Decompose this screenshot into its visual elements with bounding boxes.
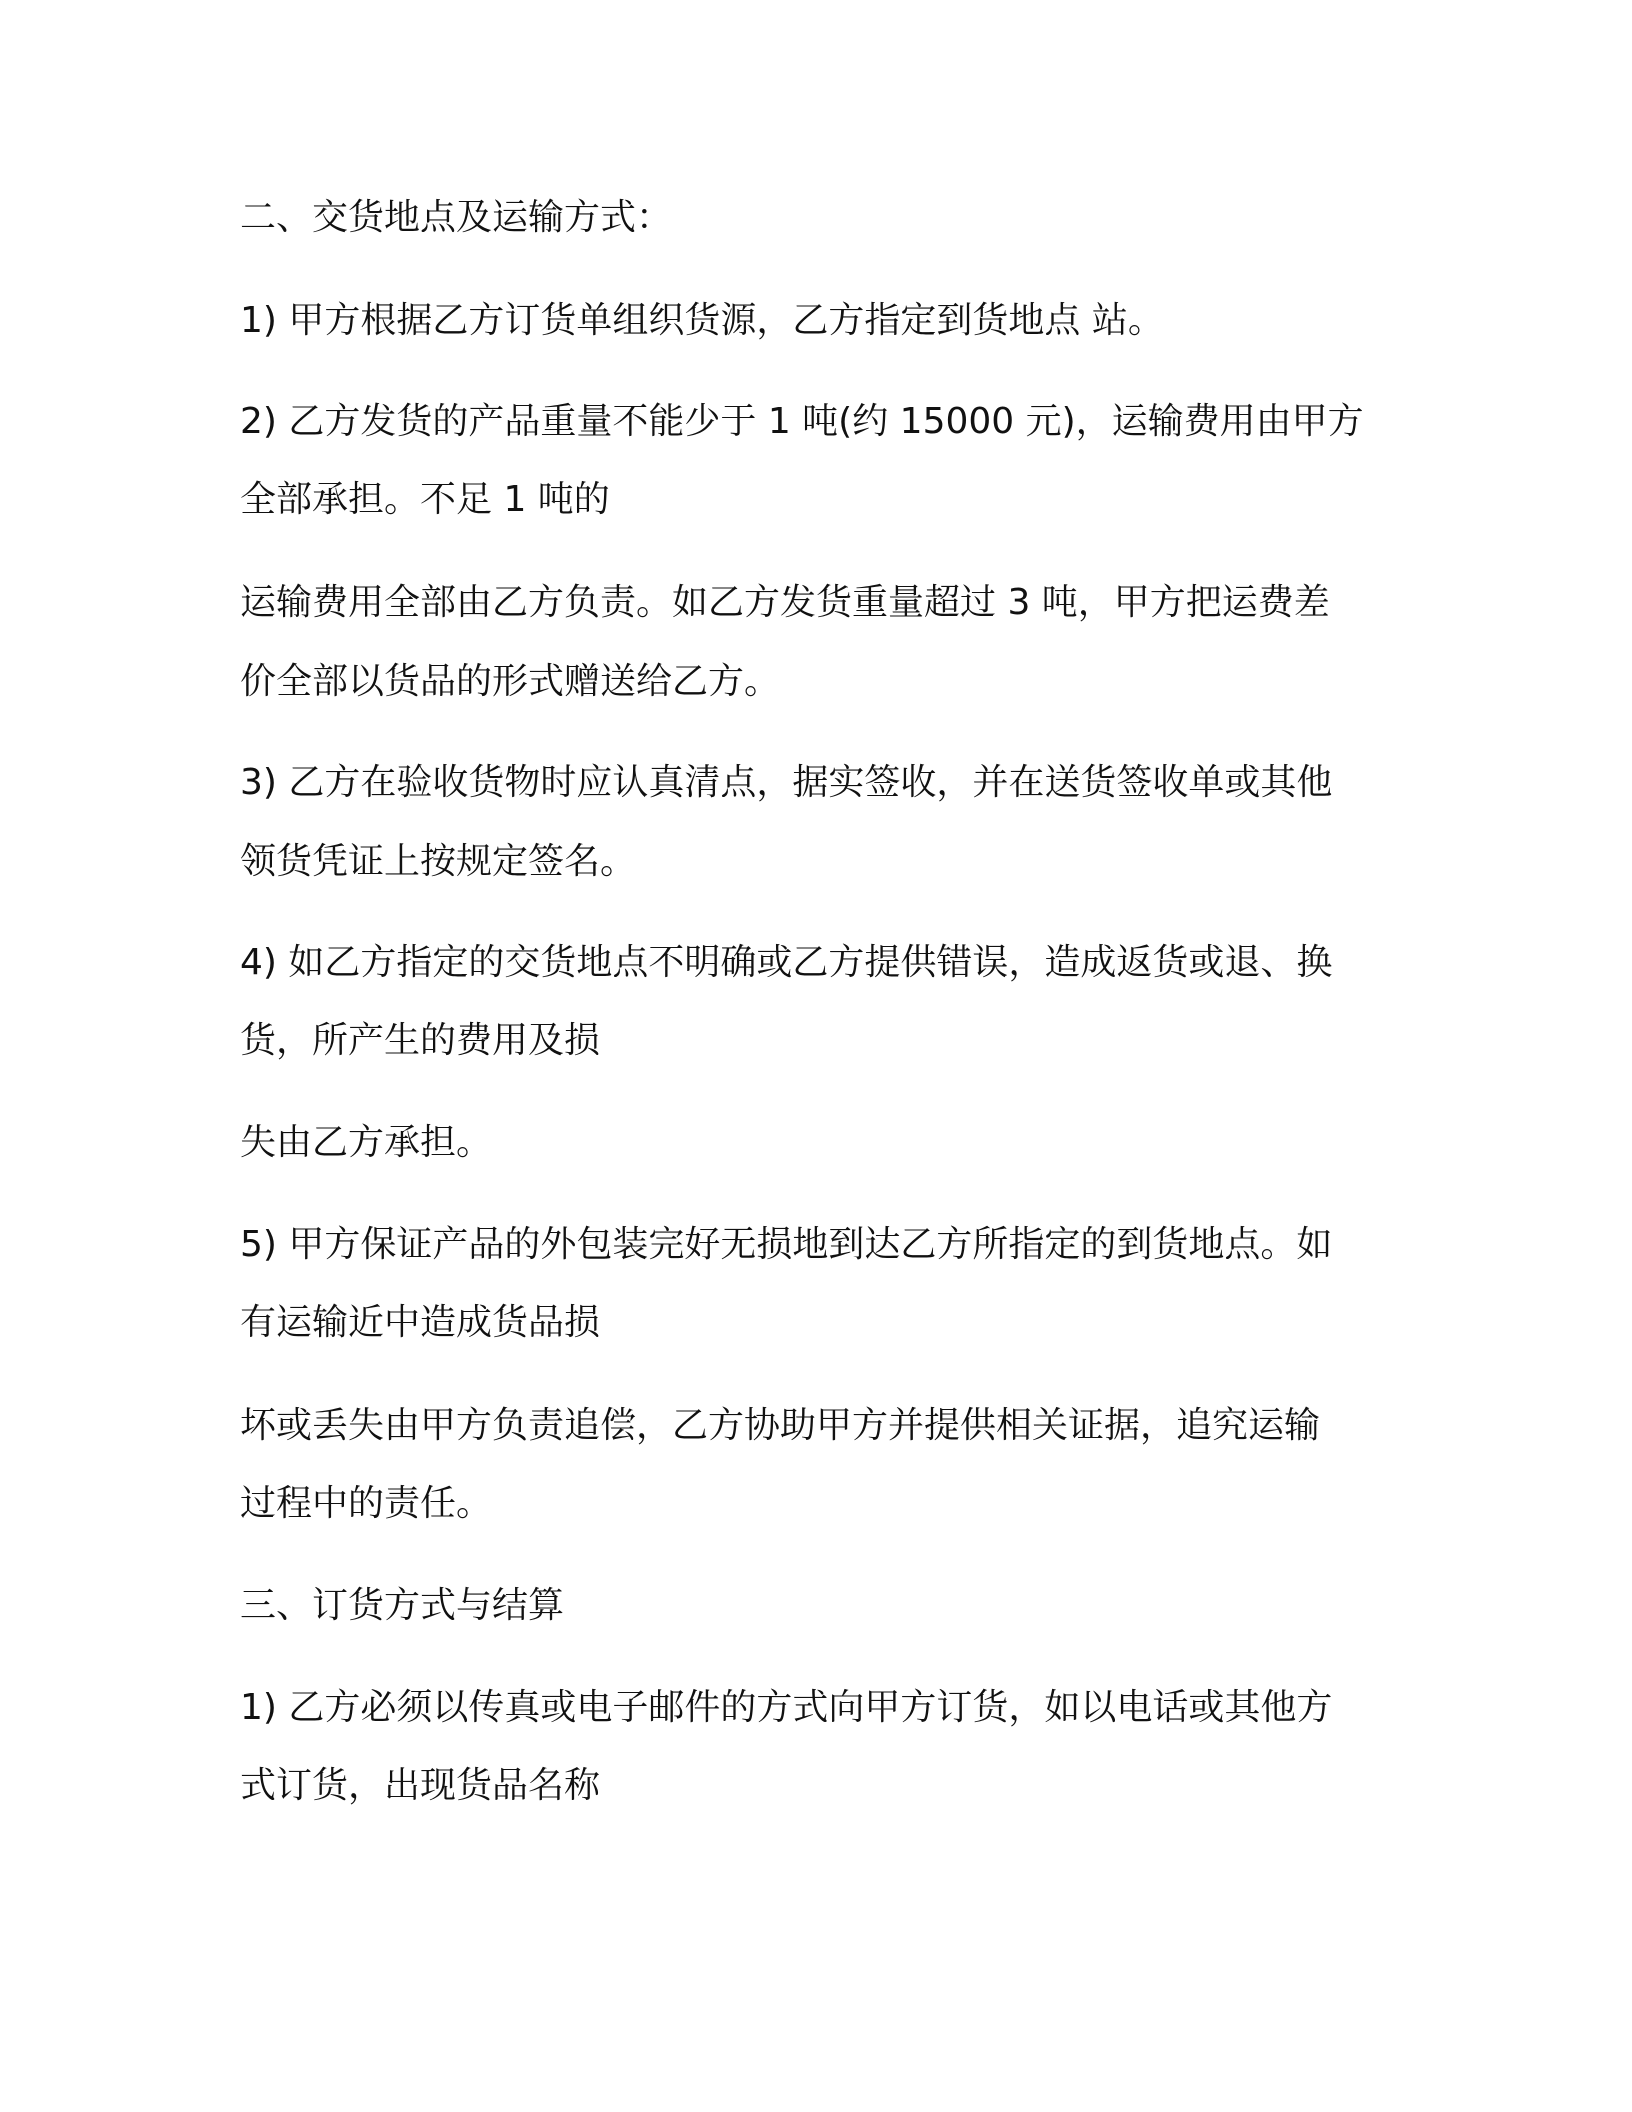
clause-2-4-line-2: 货，所产生的费用及损: [240, 1020, 601, 1061]
clause-2-1: 1) 甲方根据乙方订货单组织货源，乙方指定到货地点 站。: [240, 300, 1164, 341]
clause-2-5-line-4: 过程中的责任。: [240, 1483, 493, 1524]
section-heading-ordering: 三、订货方式与结算: [240, 1585, 565, 1626]
clause-3-1-line-1: 1) 乙方必须以传真或电子邮件的方式向甲方订货，如以电话或其他方: [240, 1687, 1333, 1728]
clause-2-3-line-2: 领货凭证上按规定签名。: [240, 841, 637, 882]
clause-2-5-line-3: 坏或丢失由甲方负责追偿，乙方协助甲方并提供相关证据，追究运输: [240, 1405, 1321, 1446]
clause-2-4-line-3: 失由乙方承担。: [240, 1122, 493, 1163]
clause-2-2-line-1: 2) 乙方发货的产品重量不能少于 1 吨(约 15000 元)，运输费用由甲方: [240, 401, 1364, 442]
clause-2-3-line-1: 3) 乙方在验收货物时应认真清点，据实签收，并在送货签收单或其他: [240, 762, 1333, 803]
clause-2-2-line-4: 价全部以货品的形式赠送给乙方。: [240, 661, 781, 702]
section-heading-delivery: 二、交货地点及运输方式：: [240, 197, 673, 238]
clause-2-2-line-2: 全部承担。不足 1 吨的: [240, 479, 610, 520]
clause-2-5-line-2: 有运输近中造成货品损: [240, 1302, 601, 1343]
clause-3-1-line-2: 式订货，出现货品名称: [240, 1765, 601, 1806]
clause-2-2-line-3: 运输费用全部由乙方负责。如乙方发货重量超过 3 吨，甲方把运费差: [240, 582, 1330, 623]
clause-2-5-line-1: 5) 甲方保证产品的外包装完好无损地到达乙方所指定的到货地点。如: [240, 1224, 1333, 1265]
clause-2-4-line-1: 4) 如乙方指定的交货地点不明确或乙方提供错误，造成返货或退、换: [240, 942, 1333, 983]
